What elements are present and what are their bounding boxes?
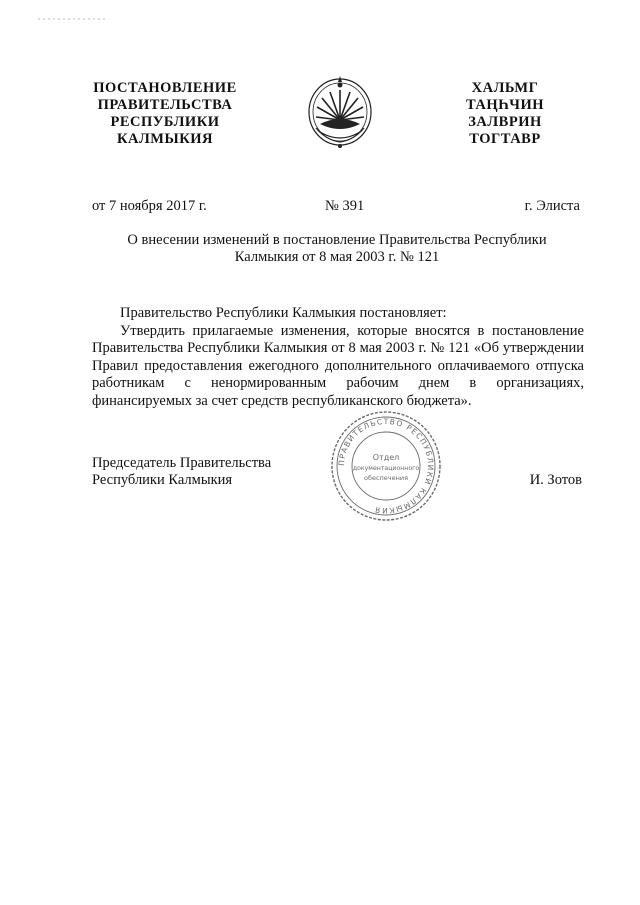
stamp-center-text: Отдел	[372, 453, 400, 462]
kalmykia-emblem-icon	[306, 70, 374, 150]
stamp-center-text: документационного	[352, 465, 420, 472]
stamp-center-text: обеспечения	[363, 474, 409, 482]
body-paragraph: Утвердить прилагаемые изменения, которые вносятся в постановление Правительства Республики Калмыкия от 8 мая 2003 г. № 121 «Об утверждении Правил предоставления ежегодного дополнительного оплачиваемого отпуска работникам с ненормированным рабочим днем в организациях, финансируемых за счет средств республиканского бюджета».	[92, 322, 584, 409]
header-left-line: ПОСТАНОВЛЕНИЕ	[93, 80, 237, 96]
header-left-line: КАЛМЫКИЯ	[117, 131, 213, 147]
header-right-line: ЗАЛВРИН	[468, 114, 542, 130]
document-number: № 391	[325, 198, 365, 214]
header-right-line: ТОГТАВР	[469, 131, 541, 147]
header-right-line: ТАҢҺЧИН	[465, 97, 545, 113]
signatory-position-line: Республики Калмыкия	[92, 472, 233, 488]
signatory-name: И. Зотов	[529, 472, 582, 488]
document-title	[92, 232, 582, 266]
header-left-line: ПРАВИТЕЛЬСТВА	[97, 97, 233, 113]
official-stamp	[330, 410, 442, 522]
header-kalmyk	[440, 80, 570, 148]
header-right-line: ХАЛЬМГ	[471, 80, 539, 96]
document-body	[92, 305, 584, 410]
body-paragraph: Правительство Республики Калмыкия постановляет:	[120, 305, 447, 321]
header-left-line: РЕСПУБЛИКИ	[110, 114, 220, 130]
stamp-ring-text: ПРАВИТЕЛЬСТВО РЕСПУБЛИКИ КАЛМЫКИЯ	[336, 416, 436, 516]
signatory-position	[92, 455, 271, 489]
scan-artifact	[38, 8, 108, 12]
title-line: О внесении изменений в постановление Правительства Республики	[127, 232, 547, 248]
title-line: Калмыкия от 8 мая 2003 г. № 121	[234, 249, 440, 265]
header-russian	[70, 80, 260, 148]
document-date: от 7 ноября 2017 г.	[92, 198, 207, 214]
document-city: г. Элиста	[524, 198, 580, 214]
signatory-position-line: Председатель Правительства	[92, 455, 272, 471]
